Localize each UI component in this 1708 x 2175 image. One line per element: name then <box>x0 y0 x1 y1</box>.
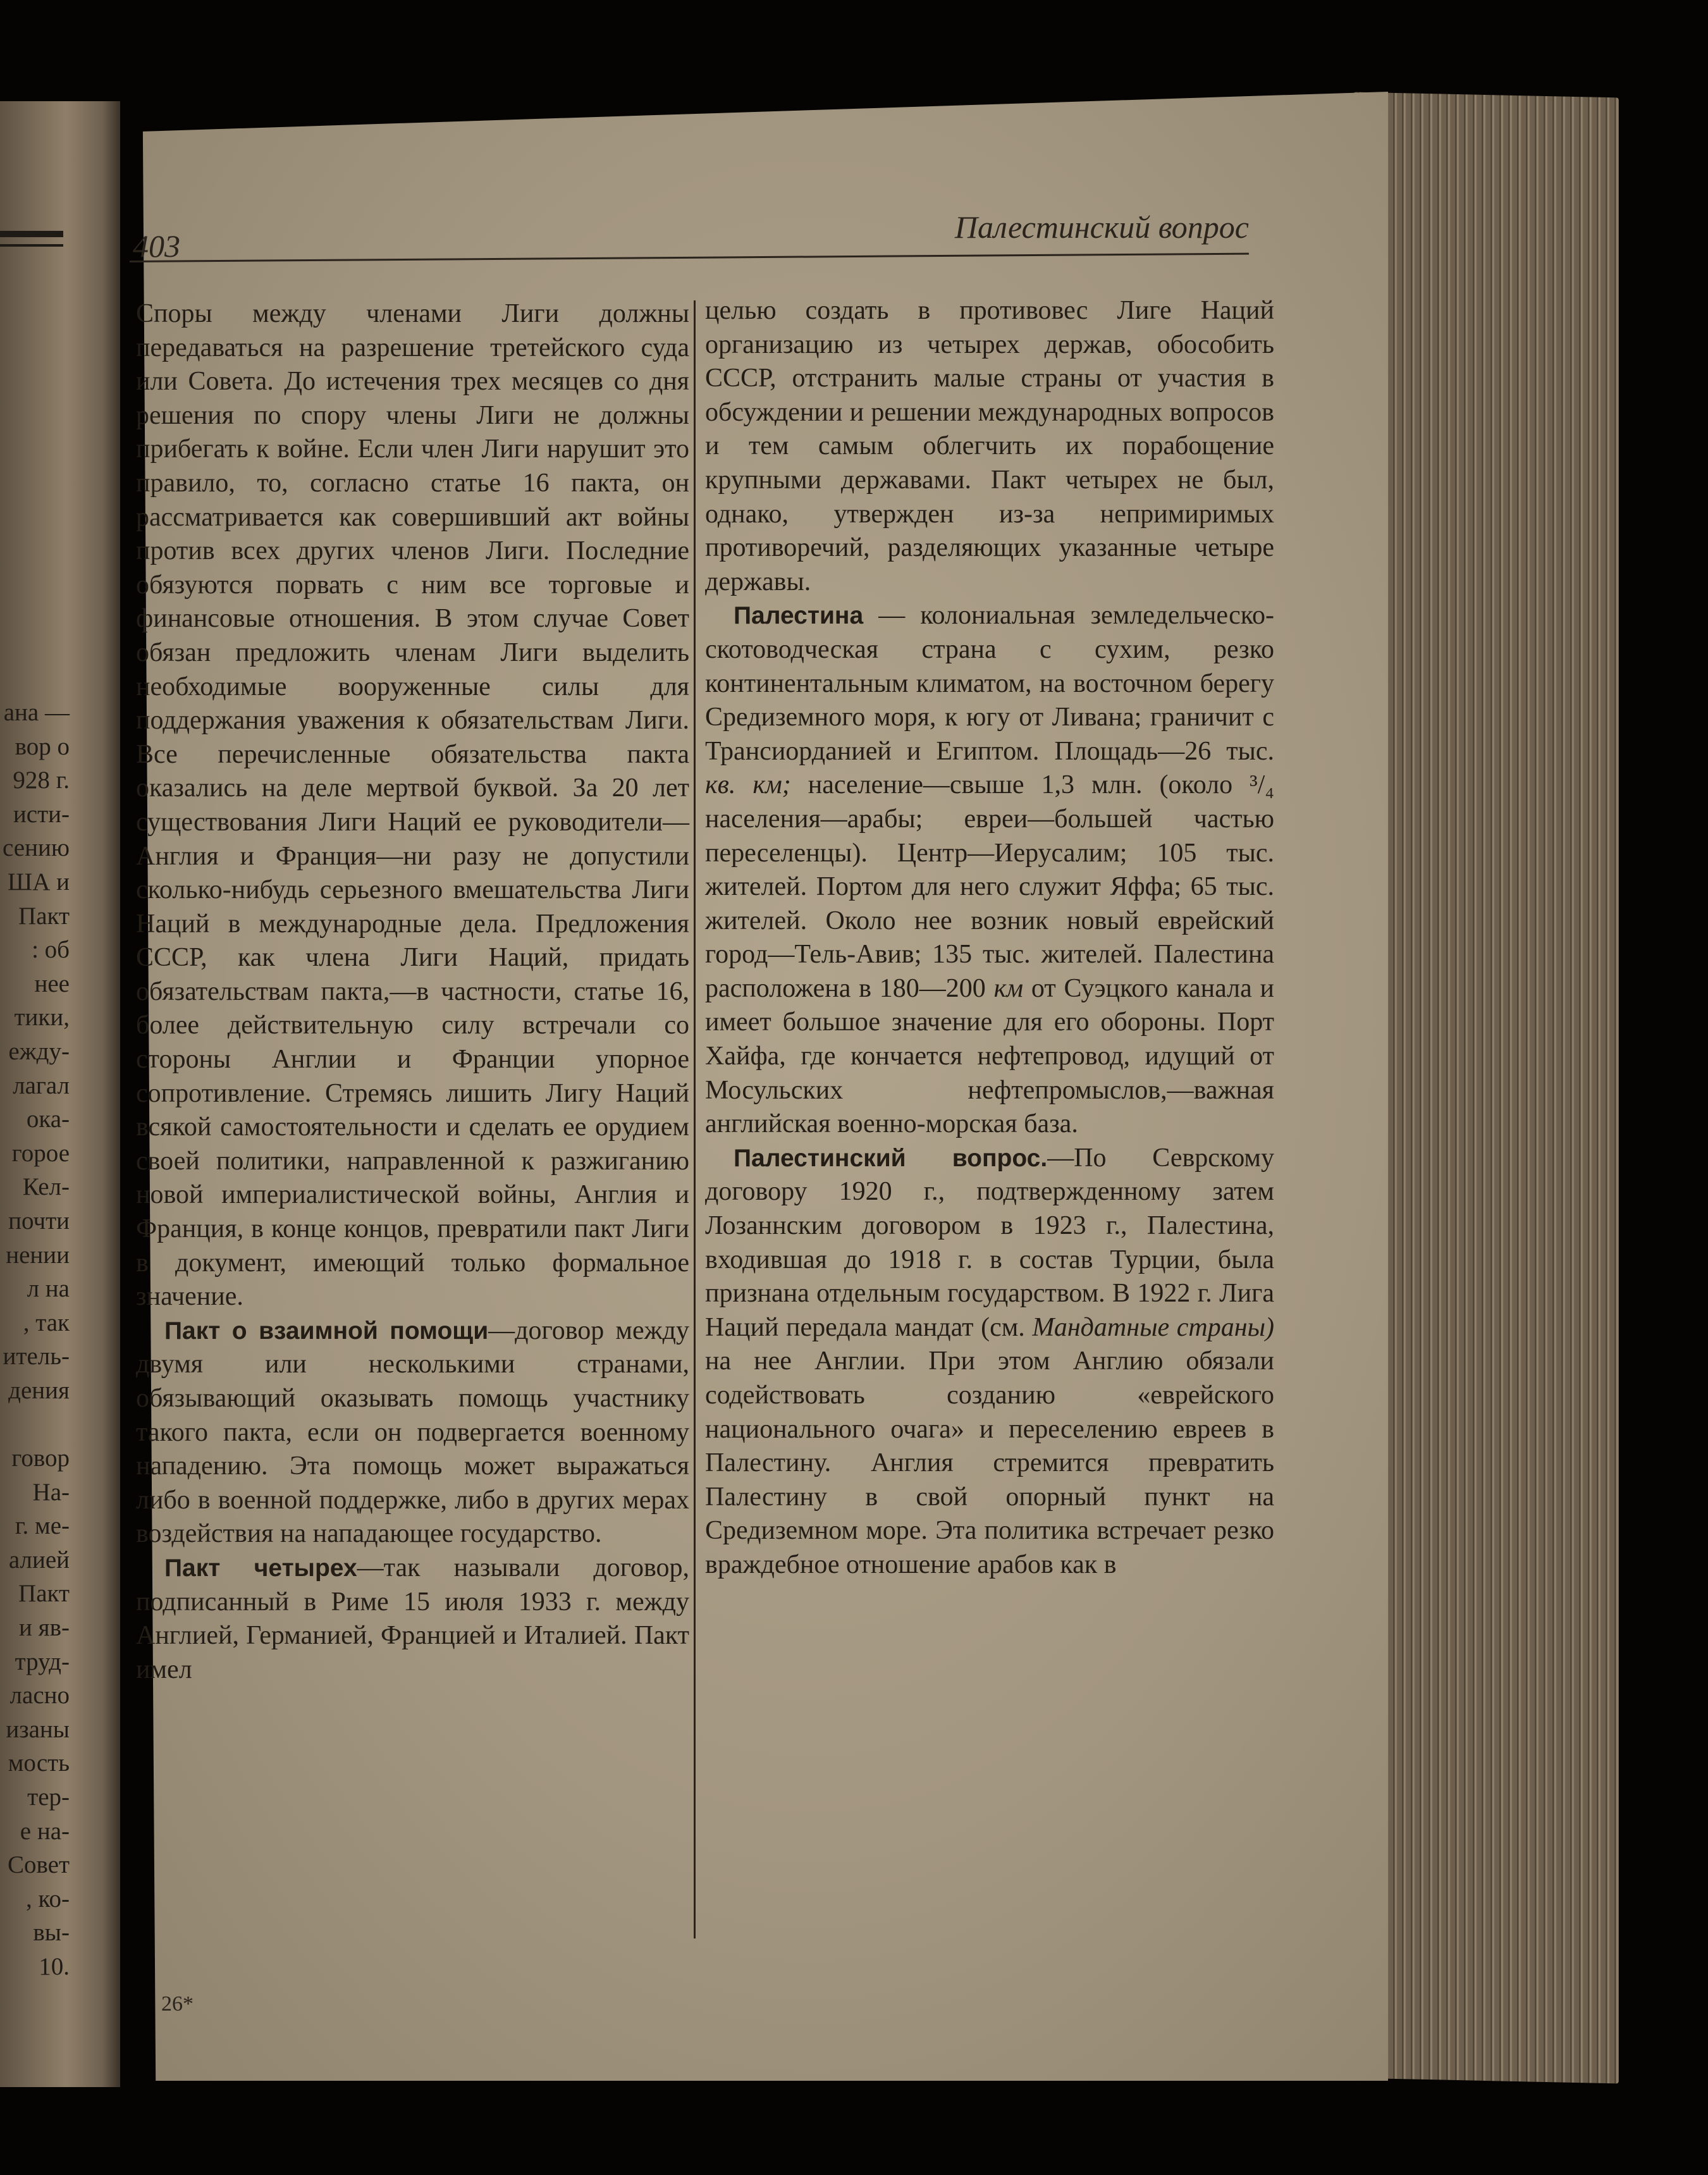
text-column-right <box>705 294 1274 1582</box>
facing-page-fragment: нее <box>34 970 70 997</box>
facing-page-fragment: Кел- <box>22 1173 70 1201</box>
facing-page-fragment: говор <box>11 1445 70 1472</box>
running-head <box>130 209 1249 264</box>
facing-page-fragment: , так <box>23 1309 70 1336</box>
facing-page-text-fragments <box>0 696 70 1984</box>
cross-reference: Мандатные страны) <box>1032 1312 1274 1342</box>
facing-page-fragment: ана — <box>3 699 70 726</box>
facing-page-rule-thin <box>0 244 63 247</box>
facing-page-fragment: сению <box>3 834 70 862</box>
facing-page-fragment: алией <box>8 1546 70 1574</box>
facing-page-fragment: почти <box>8 1207 70 1235</box>
facing-page-fragment: труд- <box>15 1648 70 1675</box>
column-divider <box>694 300 696 1938</box>
facing-page-fragment: 928 г. <box>13 767 70 794</box>
facing-page-fragment: и яв- <box>19 1614 70 1642</box>
facing-page-fragment: ласно <box>9 1682 70 1710</box>
entry-term: Пакт о взаимной помощи <box>164 1317 489 1345</box>
paragraph-four-power-continued: целью создать в противовес Лиге Наций организацию из четырех держав, обособить СССР, отстранить малые страны от участия в обсуждении и решении международных вопросов и тем самым облегчить их порабощение крупными державами. Пакт четырех не был, однако, утвержден из-за непримиримых противоречий, разделяющих указанные четыре державы. <box>705 296 1274 596</box>
facing-page-fragment: вы- <box>33 1919 70 1947</box>
facing-page-fragment: исти- <box>13 800 70 828</box>
facing-page-fragment: итель- <box>3 1343 70 1371</box>
entry-palestine-question: Палестинский вопрос.—По Севрскому договору 1920 г., подтвержденному затем Лозаннским договором в 1923 г., Палестина, входившая до 1918 г. в состав Турции, была признана отдельным государством. В 1922 г. Лига Наций передала мандат (см. Мандатные страны) на нее Англии. При этом Англию обязали содействовать созданию «еврейского национального очага» и переселению евреев в Палестину. Англия стремится превратить Палестину в свой опорный пункт на Средиземном море. Эта политика встречает резко враждебное отношение арабов как в <box>705 1143 1274 1579</box>
facing-page-fragment: мость <box>8 1749 70 1777</box>
facing-page-rule <box>0 231 63 237</box>
facing-page-fragment: вор о <box>15 732 70 760</box>
facing-page-fragment: 10. <box>39 1952 70 1980</box>
paragraph-league-disputes: Споры между членами Лиги должны передаваться на разрешение третейского суда или Совета. До истечения трех месяцев со дня решения по спору члены Лиги не должны прибегать к войне. Если член Лиги нарушит это правило, то, согласно статье 16 пакта, он рассматривается как совершивший акт войны против всех других членов Лиги. Последние обязуются порвать с ним все торговые и финансовые отношения. В этом случае Совет обязан предложить членам Лиги выделить необходимые вооруженные силы для поддержания уважения к обязательствам Лиги. Все перечисленные обязательства пакта оказались на деле мертвой буквой. За 20 лет существования Лиги Наций ее руководители—Англия и Франция—ни разу не допустили сколько-нибудь серьезного вмешательства Лиги Наций в международные дела. Предложения СССР, как члена Лиги Наций, придать обязательствам пакта,—в частности, статье 16, более действительную силу встречали со стороны Англии и Франции упорное сопротивление. Стремясь лишить Лигу Наций всякой самостоятельности и сделать ее орудием своей политики, направленной к разжиганию новой империалистической войны, Англия и Франция, в конце концов, превратили пакт Лиги в документ, имеющий только формальное значение. <box>136 299 689 1312</box>
entry-four-power-pact: Пакт четырех—так называли договор, подписанный в Риме 15 июля 1933 г. между Англией, Германией, Францией и Италией. Пакт имел <box>136 1553 689 1684</box>
facing-page-fragment: ока- <box>26 1106 70 1133</box>
facing-page-fragment: ежду- <box>8 1037 70 1065</box>
signature-mark: 26* <box>161 1992 194 2016</box>
entry-term: Палестина <box>734 602 864 630</box>
facing-page-fragment: ША и <box>7 868 70 896</box>
running-title: Палестинский вопрос <box>954 209 1249 245</box>
facing-page-fragment: Пакт <box>18 902 70 930</box>
facing-page-left <box>0 101 120 2087</box>
facing-page-fragment <box>0 1407 70 1441</box>
text-column-left <box>136 297 689 1687</box>
facing-page-fragment: горое <box>11 1139 70 1167</box>
facing-page-fragment: : об <box>32 936 70 964</box>
facing-page-fragment: Ha- <box>32 1478 70 1506</box>
book-page-edges <box>1353 92 1619 2084</box>
entry-palestine: Палестина — колониальная земледельческо-скотоводческая страна с сухим, резко континентальным климатом, на восточном берегу Средиземного моря, к югу от Ливана; граничит с Трансиорданией и Египтом. Площадь—26 тыс. кв. км; население—свыше 1,3 млн. (около ³/₄ населения—арабы; евреи—большей частью переселенцы). Центр—Иерусалим; 105 тыс. жителей. Портом для него служит Яффа; 65 тыс. жителей. Около нее возник новый еврейский город—Тель-Авив; 135 тыс. жителей. Палестина расположена в 180—200 км от Суэцкого канала и имеет большое значение для его обороны. Порт Хайфа, где кончается нефтепровод, идущий от Мосульских нефтепромыслов,—важная английская военно-морская база. <box>705 601 1274 1139</box>
facing-page-fragment: л на <box>27 1275 70 1303</box>
facing-page-fragment: изаны <box>6 1715 70 1743</box>
entry-mutual-assistance-pact: Пакт о взаимной помощи—договор между двумя или несколькими странами, обязывающий оказывать помощь участнику такого пакта, если он подвергается военному нападению. Эта помощь может выражаться либо в военной поддержке, либо в других мерах воздействия на нападающее государство. <box>136 1315 689 1549</box>
facing-page-fragment: Совет <box>7 1851 70 1879</box>
facing-page-fragment: тики, <box>14 1004 70 1032</box>
entry-term: Палестинский вопрос. <box>734 1144 1048 1172</box>
facing-page-fragment: , ко- <box>26 1885 70 1913</box>
facing-page-fragment: лагал <box>13 1071 70 1099</box>
facing-page-fragment: нении <box>6 1241 70 1269</box>
facing-page-fragment: тер- <box>27 1784 70 1811</box>
facing-page-fragment: Пакт <box>18 1580 70 1608</box>
entry-term: Пакт четырех <box>164 1554 357 1582</box>
facing-page-fragment: е на- <box>20 1817 70 1845</box>
facing-page-fragment: дения <box>8 1376 70 1404</box>
facing-page-fragment: г. ме- <box>15 1512 70 1540</box>
page-number: 403 <box>133 228 180 264</box>
